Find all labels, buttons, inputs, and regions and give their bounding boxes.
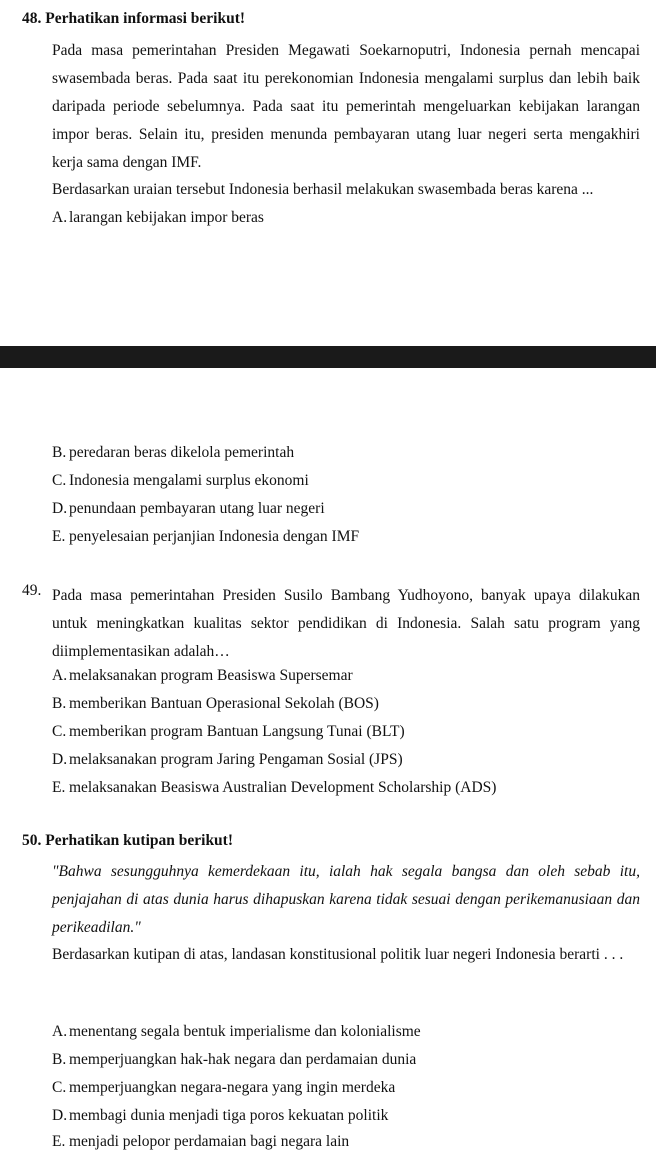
option-text: penyelesaian perjanjian Indonesia dengan IMF: [69, 528, 360, 545]
q48-number: 48.: [22, 10, 42, 27]
q50-option-d[interactable]: [52, 1107, 388, 1125]
option-text: peredaran beras dikelola pemerintah: [69, 444, 295, 461]
q48-question: Berdasarkan uraian tersebut Indonesia berhasil melakukan swasembada beras karena ...: [52, 181, 594, 198]
option-text: menjadi pelopor perdamaian bagi negara lain: [69, 1133, 350, 1150]
option-letter: A.: [52, 667, 68, 684]
q50-option-b[interactable]: [52, 1051, 416, 1069]
q50-question: Berdasarkan kutipan di atas, landasan konstitusional politik luar negeri Indonesia berarti . . .: [52, 946, 624, 963]
q50-option-e[interactable]: [52, 1133, 349, 1151]
option-text: melaksanakan Beasiswa Australian Development Scholarship (ADS): [69, 779, 497, 796]
q49-option-b[interactable]: [52, 695, 379, 713]
option-text: memperjuangkan hak-hak negara dan perdamaian dunia: [69, 1051, 417, 1068]
q48-option-a[interactable]: [52, 209, 264, 227]
option-letter: C.: [52, 723, 67, 740]
q50-quote: "Bahwa sesungguhnya kemerdekaan itu, ialah hak segala bangsa dan oleh sebab itu, penjajahan di atas dunia harus dihapuskan karena tidak sesuai dengan perikemanusiaan dan perikeadilan.": [52, 863, 640, 936]
q49-option-c[interactable]: [52, 723, 405, 741]
option-text: memberikan Bantuan Operasional Sekolah (BOS): [69, 695, 379, 712]
q48-heading-text: Perhatikan informasi berikut!: [45, 10, 246, 27]
q49-number: 49.: [22, 582, 42, 599]
option-text: membagi dunia menjadi tiga poros kekuatan politik: [69, 1107, 389, 1124]
option-text: memberikan program Bantuan Langsung Tunai (BLT): [69, 723, 405, 740]
q48-option-b[interactable]: [52, 444, 294, 462]
option-letter: B.: [52, 695, 67, 712]
option-text: memperjuangkan negara-negara yang ingin merdeka: [69, 1079, 396, 1096]
option-text: Indonesia mengalami surplus ekonomi: [69, 472, 309, 489]
q49-option-d[interactable]: [52, 751, 403, 769]
option-letter: A.: [52, 1023, 68, 1040]
q49-option-a[interactable]: [52, 667, 353, 685]
option-letter: D.: [52, 1107, 68, 1124]
option-letter: E.: [52, 779, 66, 796]
option-letter: E.: [52, 528, 66, 545]
option-letter: B.: [52, 1051, 67, 1068]
option-letter: A.: [52, 209, 68, 226]
q49-question-text: Pada masa pemerintahan Presiden Susilo Bambang Yudhoyono, banyak upaya dilakukan untuk meningkatkan kualitas sektor pendidikan di Indonesia. Salah satu program yang diimplementasikan adalah…: [52, 587, 640, 660]
option-letter: C.: [52, 472, 67, 489]
option-letter: E.: [52, 1133, 66, 1150]
q48-option-c[interactable]: [52, 472, 309, 490]
redaction-bar: [0, 346, 656, 368]
q48-passage: Pada masa pemerintahan Presiden Megawati Soekarnoputri, Indonesia pernah mencapai swasembada beras. Pada saat itu perekonomian Indonesia mengalami surplus dan lebih baik daripada periode sebelumnya. Pada saat itu pemerintah mengeluarkan kebijakan larangan impor beras. Selain itu, presiden menunda pembayaran utang luar negeri serta mengakhiri kerja sama dengan IMF.: [52, 42, 640, 171]
option-letter: D.: [52, 500, 68, 517]
option-text: melaksanakan program Beasiswa Supersemar: [69, 667, 353, 684]
q50-option-a[interactable]: [52, 1023, 421, 1041]
q49-question: [52, 582, 640, 666]
option-text: penundaan pembayaran utang luar negeri: [69, 500, 325, 517]
option-letter: C.: [52, 1079, 67, 1096]
q50-number: 50.: [22, 832, 42, 849]
q50-heading: [22, 832, 233, 850]
q48-option-d[interactable]: [52, 500, 325, 518]
q48-option-e[interactable]: [52, 528, 359, 546]
q50-heading-text: Perhatikan kutipan berikut!: [45, 832, 234, 849]
option-text: melaksanakan program Jaring Pengaman Sosial (JPS): [69, 751, 403, 768]
option-letter: B.: [52, 444, 67, 461]
q48-heading: [22, 10, 245, 28]
option-letter: D.: [52, 751, 68, 768]
q50-option-c[interactable]: [52, 1079, 395, 1097]
option-text: larangan kebijakan impor beras: [69, 209, 264, 226]
q49-option-e[interactable]: [52, 779, 496, 797]
option-text: menentang segala bentuk imperialisme dan kolonialisme: [69, 1023, 421, 1040]
